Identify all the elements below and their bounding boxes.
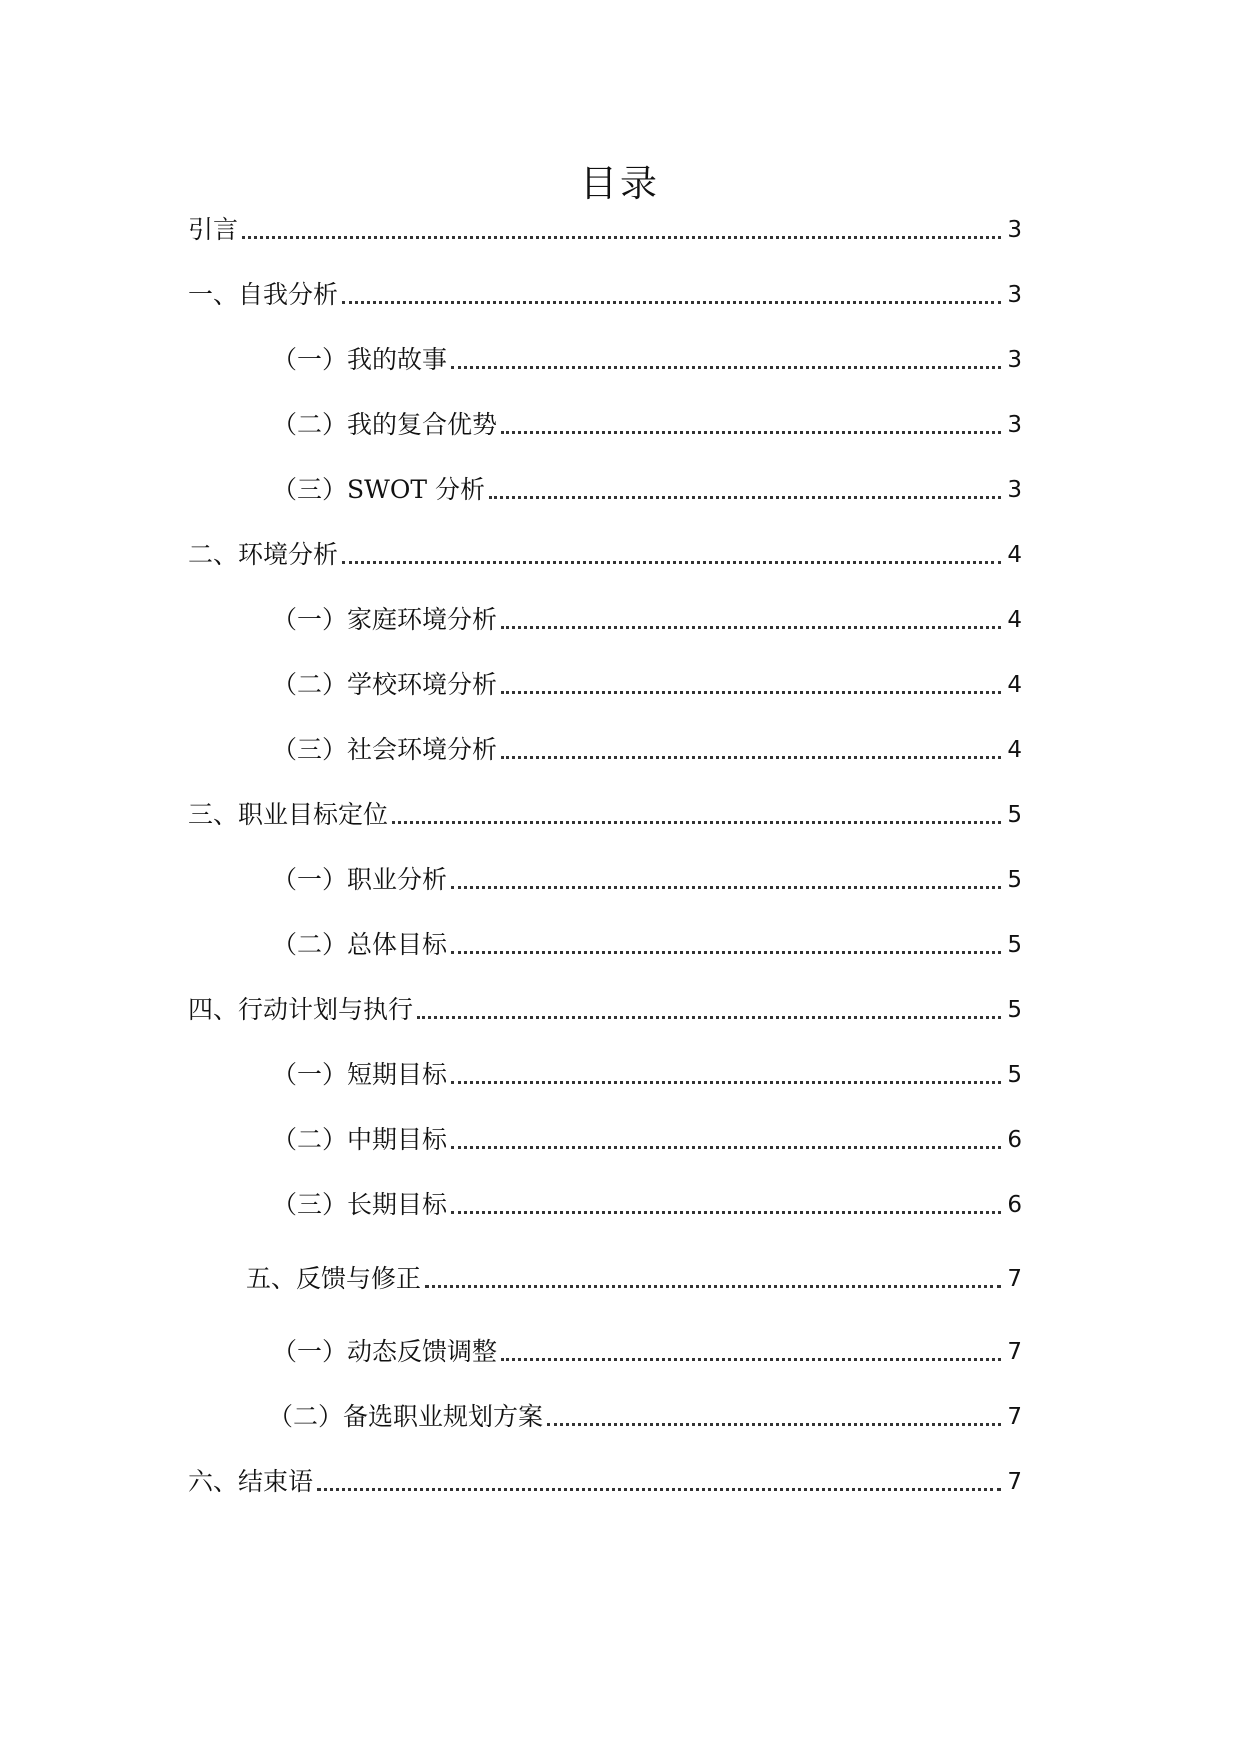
toc-entry-label: （三）SWOT 分析 (272, 475, 485, 504)
toc-entry-label: （一）职业分析 (272, 865, 448, 894)
toc-entry-label: （一）我的故事 (272, 345, 448, 374)
toc-dot-leader (547, 1423, 1001, 1426)
toc-entry-label: （二）我的复合优势 (272, 410, 498, 439)
toc-dot-leader (342, 561, 1001, 564)
toc-dot-leader (451, 1146, 1001, 1149)
toc-page-number: 5 (1007, 867, 1022, 893)
toc-entry-alternative-plan[interactable] (268, 1399, 1022, 1435)
toc-entry-action-plan[interactable] (188, 992, 1022, 1028)
toc-entry-composite-strengths[interactable] (272, 407, 1022, 443)
toc-page-number: 5 (1007, 802, 1022, 828)
toc-entry-label: 二、环境分析 (188, 540, 339, 569)
toc-dot-leader (417, 1016, 1001, 1019)
toc-page-number: 5 (1007, 932, 1022, 958)
toc-entry-label: 五、反馈与修正 (246, 1264, 422, 1293)
toc-entry-family-environment[interactable] (272, 602, 1022, 638)
toc-entry-short-term-goal[interactable] (272, 1057, 1022, 1093)
toc-page-number: 7 (1007, 1469, 1022, 1495)
toc-page-number: 6 (1007, 1192, 1022, 1218)
toc-dot-leader (451, 886, 1001, 889)
toc-dot-leader (451, 1081, 1001, 1084)
toc-dot-leader (501, 691, 1001, 694)
toc-page-number: 7 (1007, 1404, 1022, 1430)
toc-page-number: 4 (1007, 607, 1022, 633)
toc-page-number: 3 (1007, 477, 1022, 503)
toc-dot-leader (425, 1285, 1001, 1288)
toc-entry-label: （一）动态反馈调整 (272, 1337, 498, 1366)
toc-dot-leader (451, 951, 1001, 954)
toc-entry-self-analysis[interactable] (188, 277, 1022, 313)
toc-entry-my-story[interactable] (272, 342, 1022, 378)
toc-entry-career-positioning[interactable] (188, 797, 1022, 833)
toc-entry-label: （三）社会环境分析 (272, 735, 498, 764)
toc-dot-leader (392, 821, 1001, 824)
toc-page-number: 3 (1007, 282, 1022, 308)
toc-entry-social-environment[interactable] (272, 732, 1022, 768)
toc-entry-feedback-revision[interactable] (246, 1261, 1022, 1297)
toc-dot-leader (342, 301, 1001, 304)
toc-page-number: 5 (1007, 997, 1022, 1023)
toc-dot-leader (501, 431, 1001, 434)
toc-entry-label: 四、行动计划与执行 (188, 995, 414, 1024)
toc-entry-overall-goal[interactable] (272, 927, 1022, 963)
toc-page-number: 4 (1007, 542, 1022, 568)
toc-page-number: 4 (1007, 672, 1022, 698)
toc-entry-career-analysis[interactable] (272, 862, 1022, 898)
toc-entry-label: 引言 (188, 215, 239, 244)
toc-entry-label: 三、职业目标定位 (188, 800, 389, 829)
toc-dot-leader (242, 236, 1001, 239)
toc-entry-conclusion[interactable] (188, 1464, 1022, 1500)
toc-dot-leader (501, 626, 1001, 629)
toc-entry-label: 六、结束语 (188, 1467, 314, 1496)
toc-entry-label: 一、自我分析 (188, 280, 339, 309)
toc-dot-leader (317, 1488, 1001, 1491)
toc-page-number: 4 (1007, 737, 1022, 763)
toc-entry-school-environment[interactable] (272, 667, 1022, 703)
toc-entry-label: （二）总体目标 (272, 930, 448, 959)
toc-entry-label: （一）短期目标 (272, 1060, 448, 1089)
toc-entry-mid-term-goal[interactable] (272, 1122, 1022, 1158)
toc-entry-dynamic-feedback[interactable] (272, 1334, 1022, 1370)
toc-entry-introduction[interactable] (188, 212, 1022, 248)
toc-page-number: 3 (1007, 217, 1022, 243)
toc-dot-leader (501, 756, 1001, 759)
toc-dot-leader (501, 1358, 1001, 1361)
toc-entry-label: （二）中期目标 (272, 1125, 448, 1154)
toc-dot-leader (451, 1211, 1001, 1214)
page-title: 目录 (580, 162, 660, 205)
toc-page-number: 3 (1007, 347, 1022, 373)
toc-entry-label: （二）备选职业规划方案 (268, 1402, 544, 1431)
toc-page-number: 6 (1007, 1127, 1022, 1153)
toc-entry-label: （三）长期目标 (272, 1190, 448, 1219)
toc-entry-swot-analysis[interactable] (272, 472, 1022, 508)
toc-dot-leader (451, 366, 1001, 369)
toc-entry-environment-analysis[interactable] (188, 537, 1022, 573)
toc-page-number: 3 (1007, 412, 1022, 438)
toc-page-number: 7 (1007, 1266, 1022, 1292)
toc-page-number: 5 (1007, 1062, 1022, 1088)
toc-entry-label: （一）家庭环境分析 (272, 605, 498, 634)
toc-page-number: 7 (1007, 1339, 1022, 1365)
toc-entry-long-term-goal[interactable] (272, 1187, 1022, 1223)
toc-dot-leader (489, 496, 1001, 499)
toc-entry-label: （二）学校环境分析 (272, 670, 498, 699)
